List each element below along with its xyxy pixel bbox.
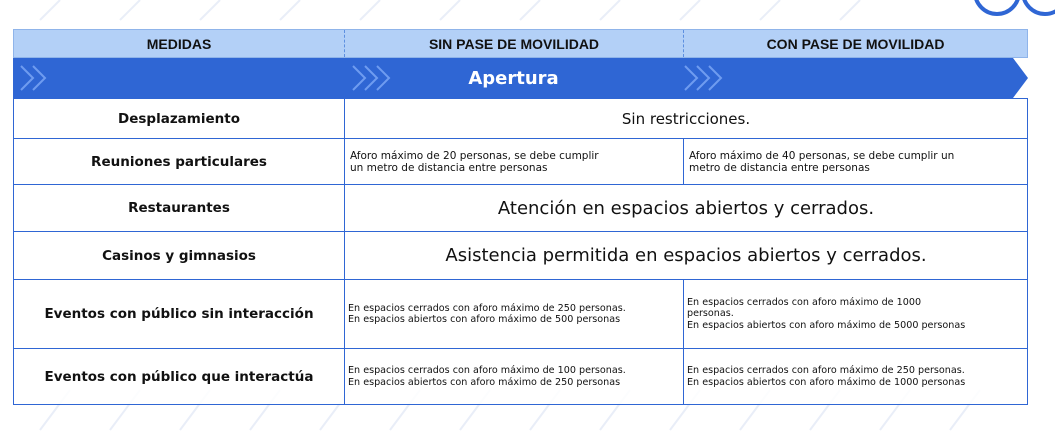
section-band [13, 58, 1028, 98]
table-row [14, 138, 1027, 184]
header-con-pase: CON PASE DE MOVILIDAD [766, 35, 945, 52]
row-sin-eventos-sin [345, 280, 684, 348]
row-con-eventos-sin-text: En espacios cerrados con aforo máximo de 1000 personas. En espacios abiertos con aforo máximo de 5000 personas [687, 296, 966, 331]
row-label-casinos: Casinos y gimnasios [14, 232, 345, 279]
table-row [14, 184, 1027, 231]
row-con-reuniones-text: Aforo máximo de 40 personas, se debe cumplir un metro de distancia entre personas [689, 149, 955, 174]
row-sin-reuniones-text: Aforo máximo de 20 personas, se debe cumplir un metro de distancia entre personas [350, 149, 599, 174]
table-body [13, 98, 1028, 405]
row-value-desplazamiento: Sin restricciones. [621, 109, 751, 128]
section-title: Apertura [468, 67, 559, 89]
measures-table [13, 29, 1028, 405]
row-label-eventos-con: Eventos con público que interactúa [14, 349, 345, 404]
table-header [13, 29, 1028, 58]
row-label-reuniones: Reuniones particulares [14, 139, 345, 184]
row-label-eventos-sin: Eventos con público sin interacción [14, 280, 345, 348]
row-sin-eventos-con-text: En espacios cerrados con aforo máximo de 100 personas. En espacios abiertos con aforo máximo de 250 personas [348, 365, 626, 388]
row-con-eventos-con-text: En espacios cerrados con aforo máximo de 250 personas. En espacios abiertos con aforo máximo de 1000 personas [687, 365, 966, 388]
row-con-eventos-sin [684, 280, 1027, 348]
row-sin-eventos-con [345, 349, 684, 404]
corner-circles-decoration [925, 0, 1055, 20]
table-row [14, 231, 1027, 279]
row-label-restaurantes: Restaurantes [14, 185, 345, 231]
header-sin-pase: SIN PASE DE MOVILIDAD [345, 30, 684, 57]
row-sin-reuniones [345, 139, 684, 184]
row-value-restaurantes: Atención en espacios abiertos y cerrados. [497, 197, 875, 219]
row-value-casinos: Asistencia permitida en espacios abiertos y cerrados. [445, 245, 927, 266]
table-row [14, 279, 1027, 348]
row-sin-eventos-sin-text: En espacios cerrados con aforo máximo de 250 personas. En espacios abiertos con aforo máximo de 500 personas [348, 302, 626, 325]
header-medidas: MEDIDAS [14, 30, 345, 57]
row-con-reuniones [684, 139, 1027, 184]
row-con-eventos-con [684, 349, 1027, 404]
table-row [14, 98, 1027, 138]
row-label-desplazamiento: Desplazamiento [14, 99, 345, 138]
table-row [14, 348, 1027, 404]
